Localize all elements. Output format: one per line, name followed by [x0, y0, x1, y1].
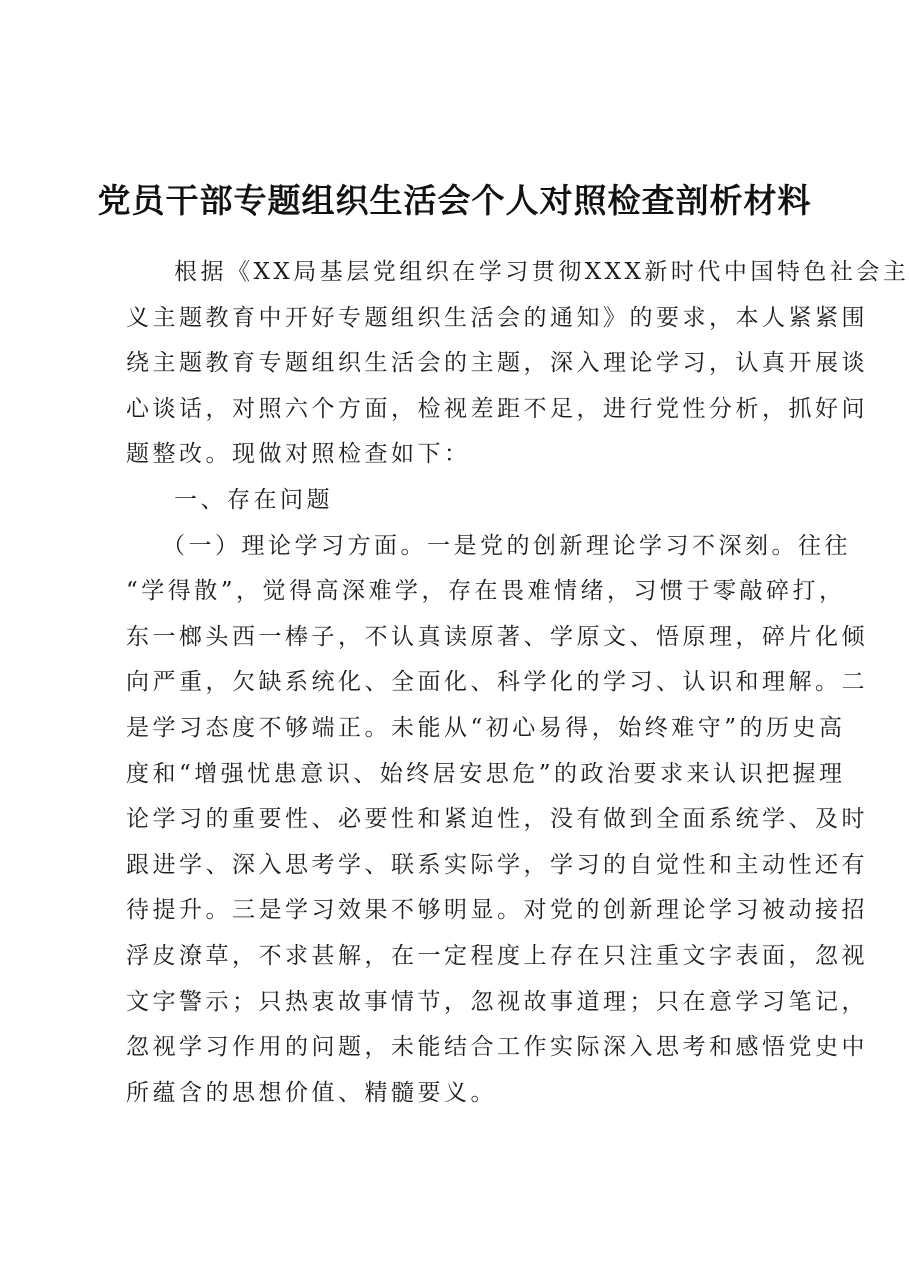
paragraph-line: 心谈话，对照六个方面，检视差距不足，进行党性分析，抓好问 [126, 395, 868, 422]
theory-study-paragraph [126, 524, 868, 1117]
paragraph-line: 待提升。三是学习效果不够明显。对党的创新理论学习被动接招 [126, 897, 868, 924]
paragraph-line: 根据《XX局基层党组织在学习贯彻XXX新时代中国特色社会主 [174, 259, 909, 285]
paragraph-line: 绕主题教育专题组织生活会的主题，深入理论学习，认真开展谈 [126, 350, 868, 377]
paragraph-line: 论学习的重要性、必要性和紧迫性，没有做到全面系统学、及时 [126, 806, 868, 833]
paragraph-line: 跟进学、深入思考学、联系实际学，学习的自觉性和主动性还有 [126, 851, 868, 878]
paragraph-line: 所蕴含的思想价值、精髓要义。 [126, 1079, 497, 1106]
document-title: 党员干部专题组织生活会个人对照检查剖析材料 [97, 181, 812, 220]
paragraph-line: 文字警示；只热衷故事情节，忽视故事道理；只在意学习笔记， [126, 988, 868, 1015]
paragraph-line: 忽视学习作用的问题，未能结合工作实际深入思考和感悟党史中 [126, 1034, 868, 1061]
intro-paragraph [126, 250, 909, 478]
paragraph-line: 是学习态度不够端正。未能从“初心易得，始终难守”的历史高 [126, 714, 846, 741]
document-body [126, 250, 909, 1116]
paragraph-line: “学得散”，觉得高深难学，存在畏难情绪，习惯于零敲碎打， [126, 578, 846, 605]
paragraph-line: （一）理论学习方面。一是党的创新理论学习不深刻。往往 [162, 532, 851, 559]
paragraph-line: 义主题教育中开好专题组织生活会的通知》的要求，本人紧紧围 [126, 304, 868, 331]
paragraph-line: 度和“增强忧患意识、始终居安思危”的政治要求来认识把握理 [126, 760, 846, 787]
paragraph-line: 向严重，欠缺系统化、全面化、科学化的学习、认识和理解。二 [126, 669, 868, 696]
paragraph-line: 东一榔头西一棒子，不认真读原著、学原文、悟原理，碎片化倾 [126, 623, 868, 650]
paragraph-line: 浮皮潦草，不求甚解，在一定程度上存在只注重文字表面，忽视 [126, 942, 868, 969]
section-heading: 一、存在问题 [174, 486, 333, 513]
paragraph-line: 题整改。现做对照检查如下： [126, 441, 471, 468]
